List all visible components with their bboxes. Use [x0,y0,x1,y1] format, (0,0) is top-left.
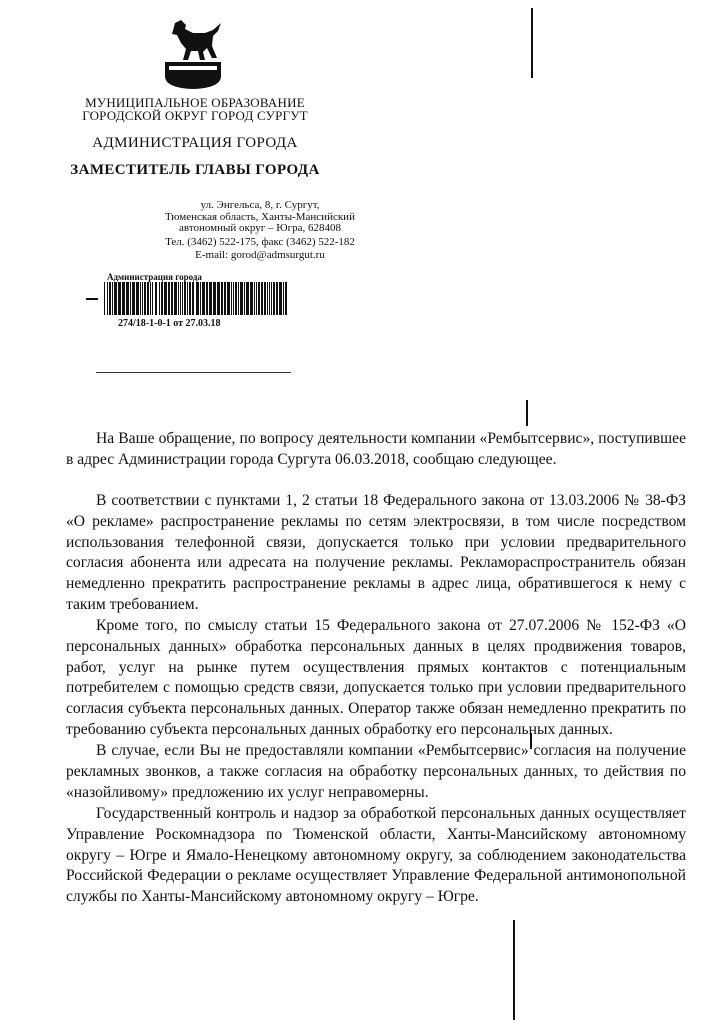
organization-name-line2: ГОРОДСКОЙ ОКРУГ ГОРОД СУРГУТ [82,108,308,123]
divider-line [96,372,291,373]
body-paragraph: Государственный контроль и надзор за обработкой персональных данных осуществляет Управление Роскомнадзора по Тюменской области, Ханты-Мансийскому автономному округу – Югре и Ямало-Ненецкому автономному округу, за соблюдением законодательства Российской Федерации о рекламе осуществляет Управление Федеральной антимонопольной службы по Ханты-Мансийскому автономному округу – Югре. [66,805,686,906]
body-paragraph: В соответствии с пунктами 1, 2 статьи 18 Федерального закона от 13.03.2006 № 38-ФЗ «О рекламе» распространение рекламы по сетям электросвязи, в том числе посредством использования телефонной связи, допускается только при условии предварительного согласия абонента или адресата на получение рекламы. Рекламораспространитель обязан немедленно прекратить распространение рекламы в адрес лица, обратившегося к нему с таким требованием. [66,492,686,613]
organization-name-line1: МУНИЦИПАЛЬНОЕ ОБРАЗОВАНИЕ [85,95,305,110]
body-paragraph: Кроме того, по смыслу статьи 15 Федерального закона от 27.07.2006 № 152-ФЗ «О персональных данных» обработка персональных данных в целях продвижения товаров, работ, услуг на рынке путем осуществления прямых контактов с потенциальным потребителем с помощью средств связи, допускается только при условии предварительного согласия субъекта персональных данных. Оператор также обязан немедленно прекратить по требованию субъекта персональных данных обработку его персональных данных. [66,617,686,738]
city-coat-of-arms-icon [155,18,231,90]
barcode-title: Администрация города [107,272,202,282]
scan-artifact-line [513,920,515,1020]
body-paragraph: В случае, если Вы не предоставляли компании «Рембытсервис» согласия на получение рекламных звонков, а также согласия на обработку персональных данных, то действия по «назойливому» предложению их услуг неправомерны. [66,742,686,801]
scan-artifact-line [531,8,533,78]
administration-heading: АДМИНИСТРАЦИЯ ГОРОДА [92,135,298,151]
barcode-dash [86,298,98,300]
phone-line: Тел. (3462) 522-175, факс (3462) 522-182 [165,236,355,248]
body-paragraph: На Ваше обращение, по вопросу деятельности компании «Рембытсервис», поступившее в адрес Администрации города Сургута 06.03.2018, сообщаю следующее. [66,430,686,468]
barcode-icon [104,282,290,315]
registration-number: 274/18-1-0-1 от 27.03.18 [118,318,221,329]
position-heading: ЗАМЕСТИТЕЛЬ ГЛАВЫ ГОРОДА [70,162,320,178]
address-line: Тюменская область, Ханты-Мансийский [165,211,355,223]
email-line: E-mail: gorod@admsurgut.ru [195,249,325,261]
address-line: автономный округ – Югра, 628408 [179,222,341,234]
scan-artifact-line [526,400,528,426]
address-line: ул. Энгельса, 8, г. Сургут, [200,199,320,211]
